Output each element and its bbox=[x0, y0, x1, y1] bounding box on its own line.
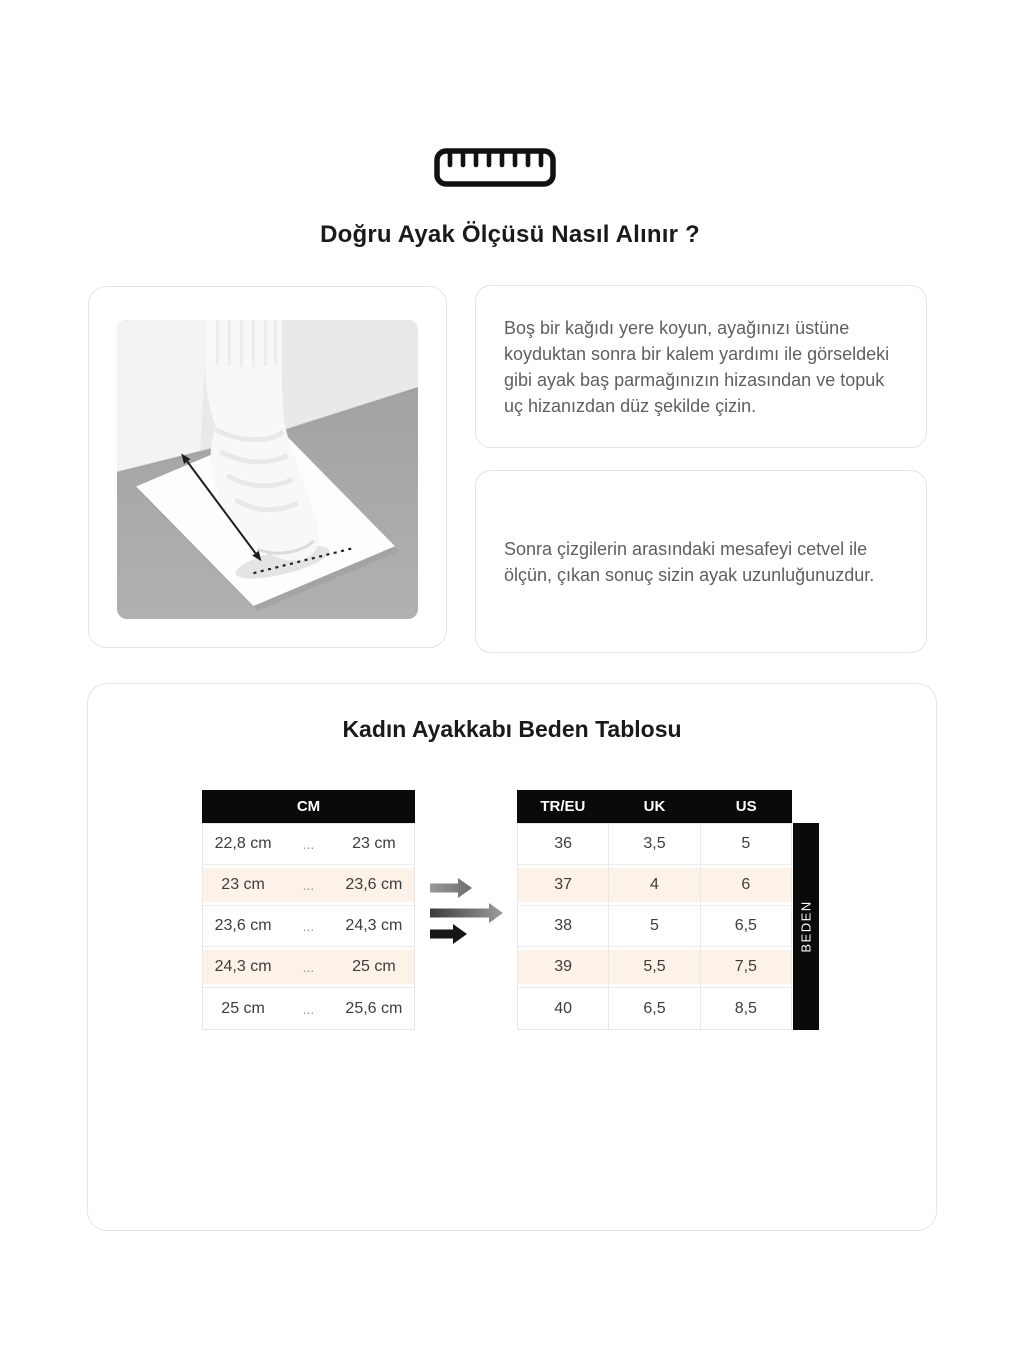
size-chart-title: Kadın Ayakkabı Beden Tablosu bbox=[342, 716, 682, 742]
table-row: 25 cm ... 25,6 cm bbox=[203, 988, 414, 1029]
instruction-step-2-box bbox=[475, 470, 927, 653]
table-row: 22,8 cm ... 23 cm bbox=[203, 824, 414, 865]
size-table-header bbox=[517, 790, 792, 823]
size-header-us: US bbox=[735, 798, 757, 815]
foot-measurement-photo bbox=[117, 320, 418, 619]
triple-arrow-right-icon bbox=[428, 872, 512, 954]
beden-side-label: BEDEN bbox=[798, 900, 814, 953]
ruler-icon bbox=[433, 147, 557, 189]
table-row: 37 4 6 bbox=[518, 865, 791, 906]
instruction-step-1-text: Boş bir kağıdı yere koyun, ayağınızı üstüne koyduktan sonra bir kalem yardımı ile görseldeki gibi ayak baş parmağınızın hizasından ve topuk uç hizanızdan düz şekilde çizin. bbox=[504, 317, 890, 416]
size-header-tr-eu: TR/EU bbox=[540, 798, 586, 815]
table-row: 36 3,5 5 bbox=[518, 824, 791, 865]
table-row: 23,6 cm ... 24,3 cm bbox=[203, 906, 414, 947]
table-row: 38 5 6,5 bbox=[518, 906, 791, 947]
page-title: Doğru Ayak Ölçüsü Nasıl Alınır ? bbox=[320, 221, 700, 248]
table-row: 24,3 cm ... 25 cm bbox=[203, 947, 414, 988]
table-row: 23 cm ... 23,6 cm bbox=[203, 865, 414, 906]
size-table bbox=[517, 823, 792, 1030]
cm-table-header bbox=[202, 790, 415, 823]
cm-header-label: CM bbox=[296, 798, 321, 815]
instruction-step-1-box bbox=[475, 285, 927, 448]
table-row: 39 5,5 7,5 bbox=[518, 947, 791, 988]
size-header-uk: UK bbox=[643, 798, 666, 815]
instruction-step-2-text: Sonra çizgilerin arasındaki mesafeyi cetvel ile ölçün, çıkan sonuç sizin ayak uzunluğunuzdur. bbox=[504, 538, 875, 585]
beden-side-label-bar bbox=[793, 823, 819, 1030]
table-row: 40 6,5 8,5 bbox=[518, 988, 791, 1029]
cm-table bbox=[202, 823, 415, 1030]
